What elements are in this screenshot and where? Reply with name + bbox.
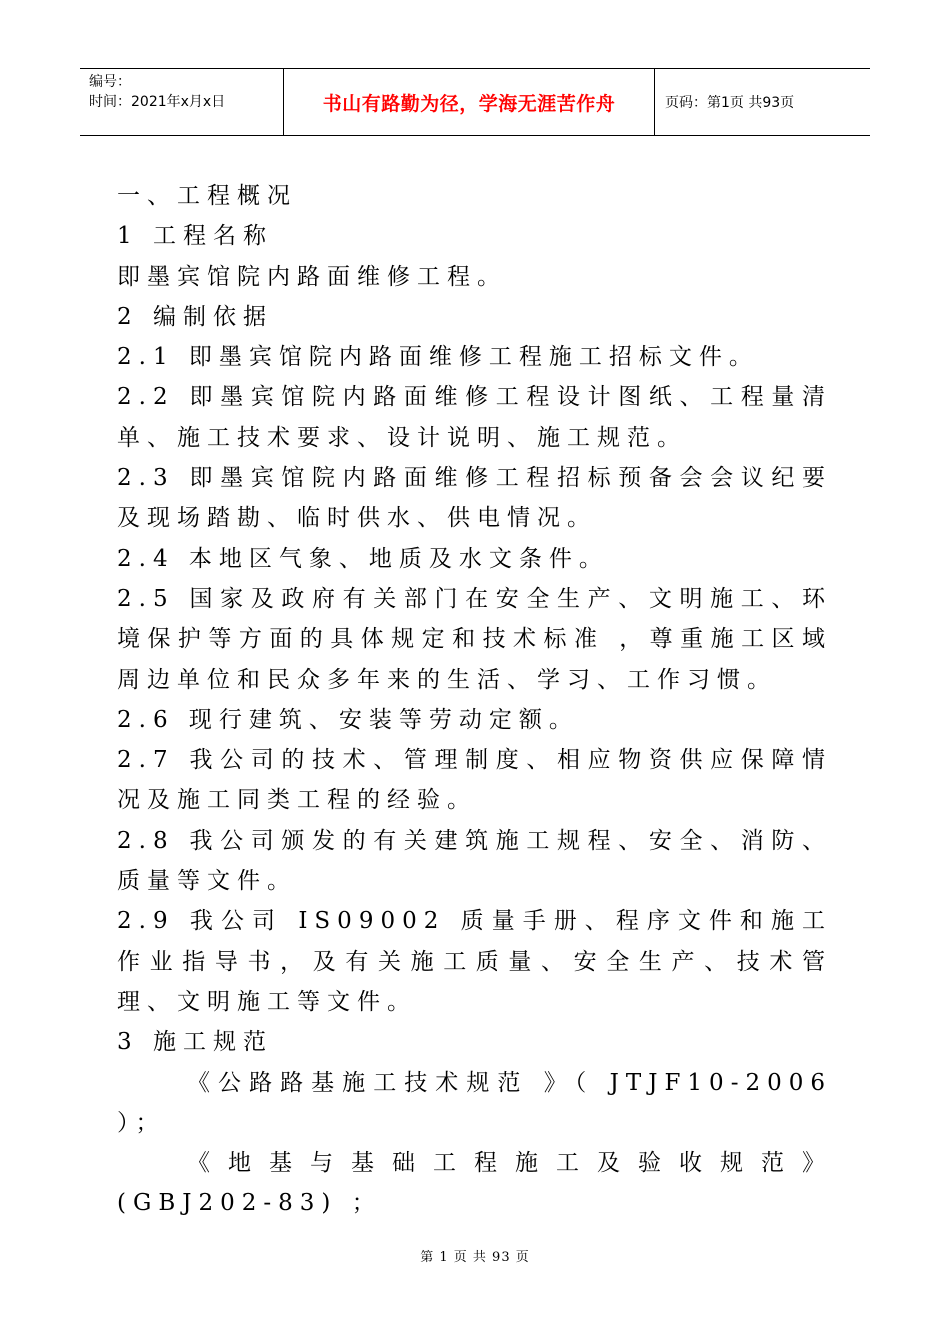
header-page-info: 页码：第1页 共93页: [665, 95, 795, 111]
standard-reference: 《公路路基施工技术规范 》（ JTJF10-2006 ）；: [117, 1069, 832, 1136]
document-header: [80, 68, 870, 136]
header-motto: 书山有路勤为径，学海无涯苦作舟: [283, 69, 655, 135]
list-item: 2.7 我公司的技术、管理制度、相应物资供应保障情况及施工同类工程的经验。: [117, 747, 832, 814]
page-footer: 第 1 页 共 93 页: [420, 1250, 530, 1265]
subsection-heading: 1 工程名称: [117, 223, 273, 250]
list-item: 2.3 即墨宾馆院内路面维修工程招标预备会会议纪要及现场踏勘、临时供水、供电情况。: [117, 465, 832, 532]
subsection-heading: 3 施工规范: [117, 1029, 273, 1056]
list-item: 2.2 即墨宾馆院内路面维修工程设计图纸、工程量清单、施工技术要求、设计说明、施工规范。: [117, 384, 832, 451]
list-item: 2.5 国家及政府有关部门在安全生产、文明施工、环境保护等方面的具体规定和技术标准 ，尊重施工区域周边单位和民众多年来的生活、学习、工作习惯。: [117, 585, 832, 693]
document-body: [117, 176, 832, 1224]
time-label: 时间：2021年x月x日: [89, 94, 226, 110]
paragraph: 即墨宾馆院内路面维修工程。: [117, 263, 507, 290]
standard-reference: 《地基与基础工程施工及验收规范》 (GBJ202-83) ；: [117, 1150, 832, 1217]
number-label: 编号：: [89, 74, 131, 90]
section-heading: 一、工程概况: [117, 183, 297, 209]
list-item: 2.8 我公司颁发的有关建筑施工规程、安全、消防、质量等文件。: [117, 827, 832, 895]
list-item: 2.4 本地区气象、地质及水文条件。: [117, 545, 609, 572]
list-item: 2.9 我公司 IS09002 质量手册、程序文件和施工作业指导书，及有关施工质量、安全生产、技术管理、文明施工等文件。: [117, 908, 832, 1015]
list-item: 2.6 现行建筑、安装等劳动定额。: [117, 706, 579, 733]
list-item: 2.1 即墨宾馆院内路面维修工程施工招标文件。: [117, 344, 759, 371]
header-meta: [80, 69, 283, 135]
subsection-heading: 2 编制依据: [117, 303, 273, 330]
